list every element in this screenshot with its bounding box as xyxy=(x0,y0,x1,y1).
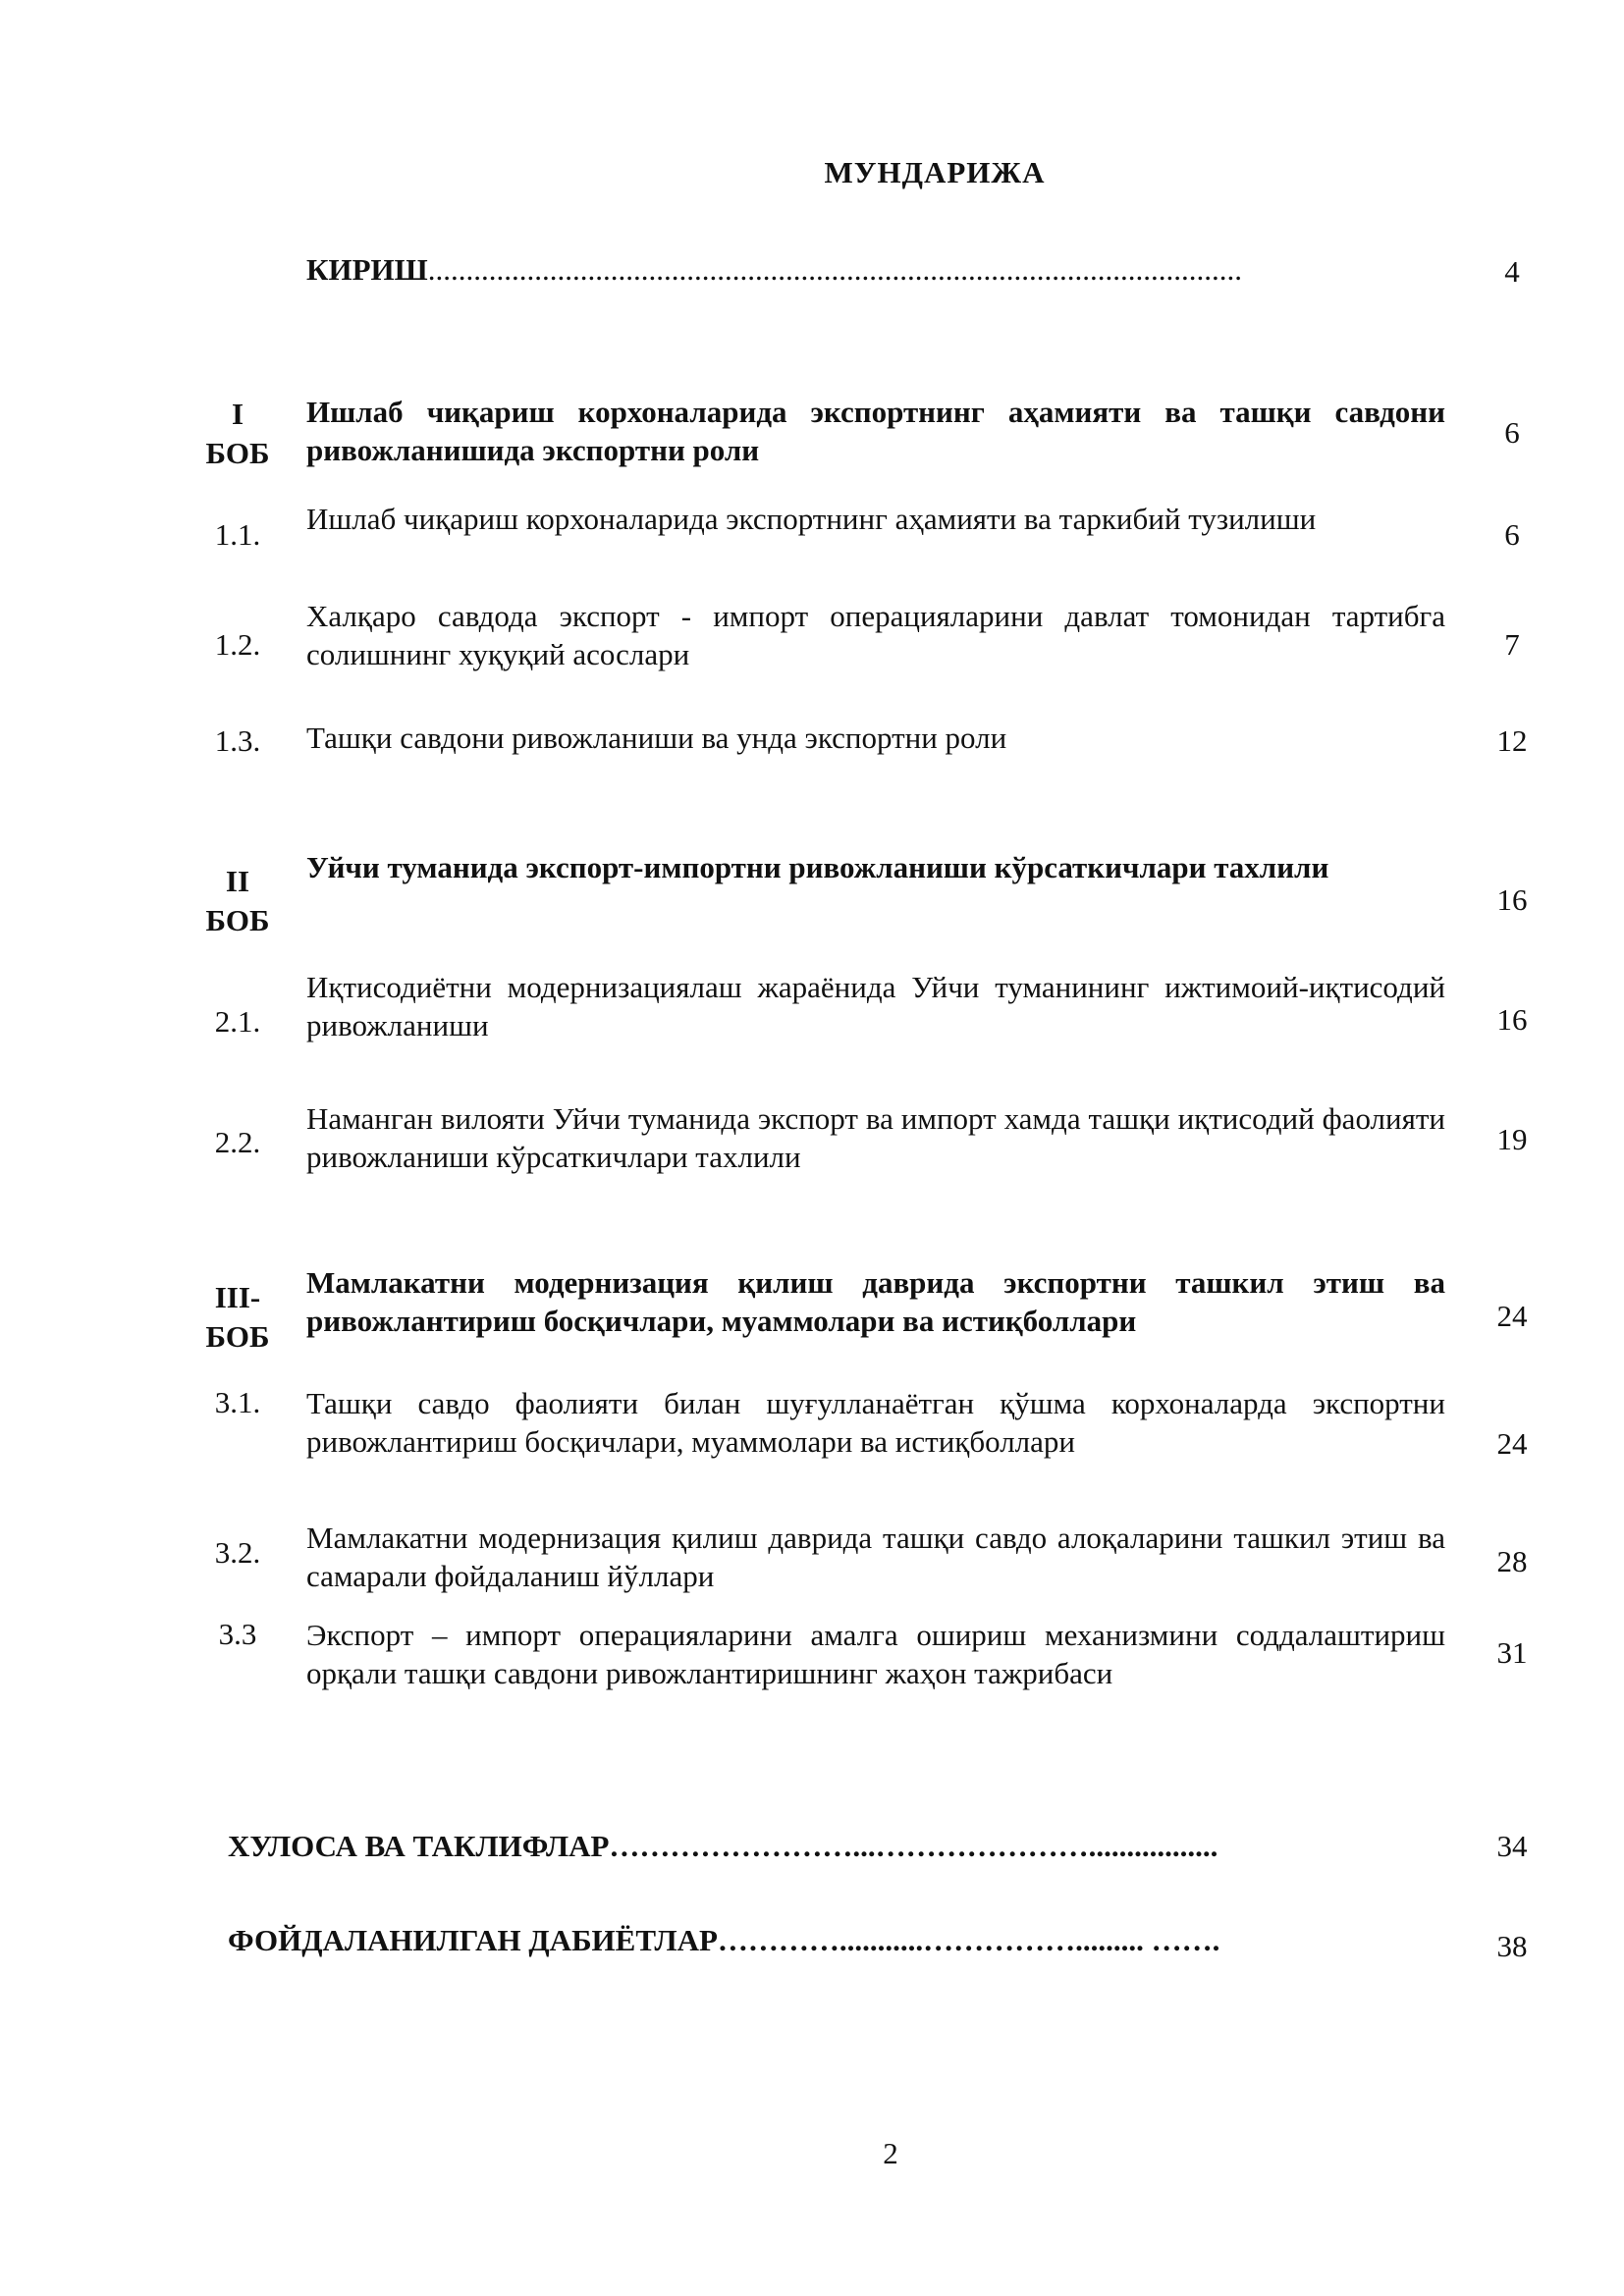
page-number: 2 xyxy=(883,2136,898,2170)
section-1-3-page: 12 xyxy=(1496,723,1528,758)
page-title: МУНДАРИЖА xyxy=(824,155,1046,189)
chapter-1-number xyxy=(169,395,306,473)
section-1-2-text: Халқаро савдода экспорт - импорт операцияларини давлат томонидан тартибга солишнинг хуқуқий асослари xyxy=(306,599,1445,671)
chapter-2-number xyxy=(169,862,306,940)
chapter-2-bob: БОБ xyxy=(205,903,270,937)
chapter-1-bob: БОБ xyxy=(205,436,270,470)
chapter-1-page: 6 xyxy=(1504,415,1520,450)
conclusion-label: ХУЛОСА ВА ТАКЛИФЛАР xyxy=(228,1829,610,1863)
section-2-2-page: 19 xyxy=(1496,1122,1528,1156)
section-3-3-number: 3.3 xyxy=(218,1617,257,1651)
intro-page: 4 xyxy=(1504,254,1520,289)
chapter-3-number xyxy=(169,1278,306,1357)
section-2-2-number: 2.2. xyxy=(214,1125,261,1159)
chapter-1-title: Ишлаб чиқариш корхоналарида экспортнинг аҳамияти ва ташқи савдони ривожланишида экспортни роли xyxy=(306,395,1445,467)
section-2-2-text: Наманган вилояти Уйчи туманида экспорт ва импорт хамда ташқи иқтисодий фаолияти ривожланиши кўрсаткичлари тахлили xyxy=(306,1101,1445,1174)
section-3-2-page: 28 xyxy=(1496,1544,1528,1578)
section-1-1-number: 1.1. xyxy=(214,517,261,552)
section-1-1-text: Ишлаб чиқариш корхоналарида экспортнинг аҳамияти ва таркибий тузилиши xyxy=(306,502,1317,536)
section-3-1-number: 3.1. xyxy=(214,1385,261,1419)
section-1-3-number: 1.3. xyxy=(214,723,261,758)
references-page: 38 xyxy=(1496,1929,1528,1963)
conclusion-page: 34 xyxy=(1496,1829,1528,1863)
references-leader: …………...........……………......... ……. xyxy=(717,1923,1220,1957)
intro-leader: ........................................................................................................... xyxy=(427,252,1242,287)
section-2-1-page: 16 xyxy=(1496,1002,1528,1037)
section-3-3-text: Экспорт – импорт операцияларини амалга ошириш механизмини соддалаштириш орқали ташқи савдони ривожлантиришнинг жаҳон тажрибаси xyxy=(306,1618,1445,1690)
section-2-1-text: Иқтисодиётни модернизациялаш жараёнида Уйчи туманининг ижтимоий-иқтисодий ривожланиши xyxy=(306,970,1445,1042)
chapter-3-roman: III- xyxy=(214,1280,261,1314)
chapter-3-bob: БОБ xyxy=(205,1319,270,1354)
section-3-2-text: Мамлакатни модернизация қилиш даврида ташқи савдо алоқаларини ташкил этиш ва самарали фойдаланиш йўллари xyxy=(306,1521,1445,1593)
conclusion-entry xyxy=(228,1828,1367,1865)
section-1-1-page: 6 xyxy=(1504,517,1520,552)
intro-label: КИРИШ xyxy=(306,252,428,287)
chapter-3-title: Мамлакатни модернизация қилиш даврида экспортни ташкил этиш ва ривожлантириш босқичлари, муаммолари ва истиқболлари xyxy=(306,1265,1445,1338)
chapter-2-page: 16 xyxy=(1496,882,1528,917)
section-2-1-number: 2.1. xyxy=(214,1004,261,1039)
section-3-2-number: 3.2. xyxy=(214,1535,261,1570)
chapter-2-title: Уйчи туманида экспорт-импортни ривожланиши кўрсаткичлари тахлили xyxy=(306,850,1329,884)
section-3-3-page: 31 xyxy=(1496,1635,1528,1670)
section-1-3-text: Ташқи савдони ривожланиши ва унда экспортни роли xyxy=(306,721,1007,755)
chapter-1-roman: I xyxy=(231,397,244,431)
chapter-2-roman: II xyxy=(225,864,250,898)
intro-entry xyxy=(306,251,1367,289)
references-label: ФОЙДАЛАНИЛГАН ДАБИЁТЛАР xyxy=(228,1923,718,1957)
section-1-2-number: 1.2. xyxy=(214,627,261,662)
section-3-1-page: 24 xyxy=(1496,1426,1528,1461)
chapter-3-page: 24 xyxy=(1496,1299,1528,1333)
section-1-2-page: 7 xyxy=(1504,627,1520,662)
section-3-1-text: Ташқи савдо фаолияти билан шуғулланаётган қўшма корхоналарда экспортни ривожлантириш босқичлари, муаммолари ва истиқболлари xyxy=(306,1386,1445,1459)
references-entry xyxy=(228,1922,1367,1959)
conclusion-leader: ……………………...…………………................. xyxy=(609,1829,1218,1863)
